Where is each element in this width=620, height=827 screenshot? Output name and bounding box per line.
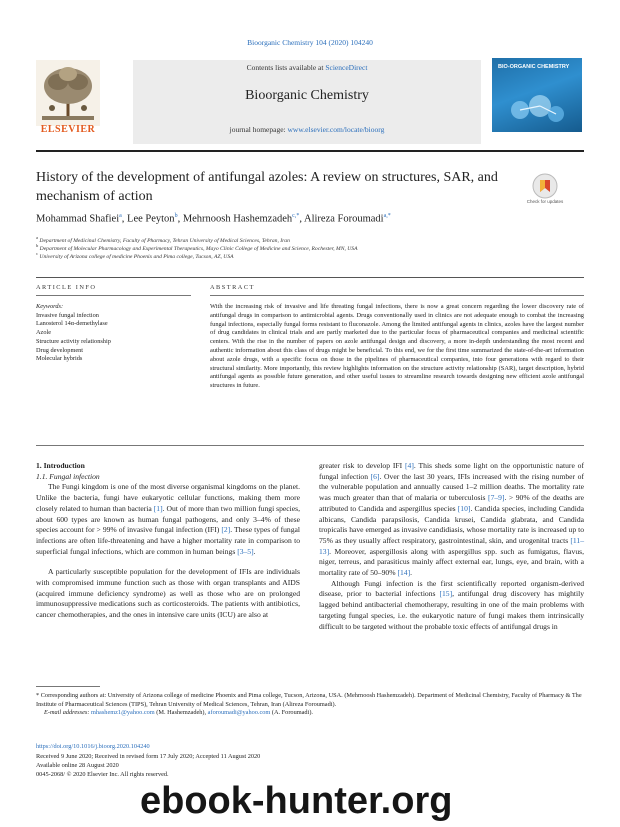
body-paragraph: A particularly susceptible population for the development of IFIs are individuals with compromised immune function such as those with organ transplants and AIDS (acquired immune deficiency syndrome) as well as those who are on prolonged immunosuppressive medications such as corticosteroids. The patients with antibiotics, cancer chemotherapies, and the ones in intensive care units (ICU) are also at <box>36 567 300 620</box>
contents-prefix: Contents lists available at <box>246 63 324 72</box>
available-online: Available online 28 August 2020 <box>36 762 119 769</box>
keywords-heading: Keywords: <box>36 303 64 310</box>
citation-link[interactable]: [4] <box>405 461 414 470</box>
corresponding-footnote <box>36 692 584 718</box>
email-line: E-mail addresses: mhashemz1@yahoo.com (M. Hashemzadeh), aforoumadi@yahoo.com (A. Foroumadi). <box>44 709 313 716</box>
doi-link[interactable]: https://doi.org/10.1016/j.bioorg.2020.104240 <box>36 743 150 750</box>
body-left-column <box>36 461 300 621</box>
keyword-item: Invasive fungal infection <box>36 311 99 319</box>
keyword-item: Lanosterol 14α-demethylase <box>36 320 108 328</box>
author-affil-mark[interactable]: c,* <box>292 213 300 219</box>
citation-link[interactable]: [11–13] <box>319 535 584 556</box>
footnote-rule <box>36 686 100 687</box>
author-name[interactable]: Mohammad Shafiei <box>36 213 120 225</box>
email-prefix: E-mail addresses: <box>44 709 90 716</box>
section-heading: 1. Introduction <box>36 461 85 470</box>
watermark-text: ebook-hunter.org <box>140 780 453 822</box>
body-paragraph: Although Fungi infection is the first scientifically reported organism-derived disease, prior to bacterial infections [15], antifungal drug discovery has mightily lagged behind antibacterial chemotherapy, resulting in one of the main problems with targeting fungal species, i.e. the eukaryotic nature of fungi makes them intrinsically difficult to be targeted without the probable toxic effects of antifungal drugs in <box>319 578 584 631</box>
affiliation-mark: a <box>36 235 38 240</box>
article-info-label: ARTICLE INFO <box>36 284 97 291</box>
crossmark-label: Check for updates <box>526 199 564 204</box>
affiliation-text: Department of Medicinal Chemistry, Faculty of Pharmacy, Tehran University of Medical Sciences, Tehran, Iran <box>39 237 290 244</box>
elsevier-tree-logo <box>36 60 100 126</box>
citation-link[interactable]: [3–5] <box>237 546 254 556</box>
abstract-end-rule <box>36 445 584 446</box>
affiliation-mark: c <box>36 251 38 256</box>
keyword-item: Structure activity relationship <box>36 337 111 345</box>
journal-citation[interactable]: Bioorganic Chemistry 104 (2020) 104240 <box>247 38 373 47</box>
email-link[interactable]: aforoumadi@yahoo.com <box>207 709 271 716</box>
abstract-label: ABSTRACT <box>210 284 255 291</box>
affiliation <box>36 250 584 261</box>
author-name[interactable]: Lee Peyton <box>127 213 175 225</box>
copyright: 0045-2068/ © 2020 Elsevier Inc. All rights reserved. <box>36 771 169 778</box>
email-link[interactable]: mhashemz1@yahoo.com <box>91 709 155 716</box>
body-right-column <box>319 461 584 632</box>
header-rule <box>36 150 584 152</box>
article-info-rule <box>36 295 191 296</box>
journal-name: Bioorganic Chemistry <box>245 88 369 103</box>
citation-link[interactable]: [6] <box>370 471 380 481</box>
citation-link[interactable]: [14] <box>397 568 411 578</box>
keywords-block <box>36 303 196 364</box>
author-list: Mohammad Shafiei$^a$, Lee Peyton$^b$, Mehrnoosh Hashemzadeh$^{c,*}$, Alireza Foroumadi$^{a,*}$ <box>36 213 391 225</box>
homepage-line <box>133 125 481 134</box>
journal-cover[interactable] <box>492 58 582 132</box>
publisher-name: ELSEVIER <box>40 124 96 135</box>
affiliation-text: University of Arizona college of medicine Phoenix and Pima college, Tucson, AZ, USA <box>39 253 234 260</box>
keyword-item: Molecular hybrids <box>36 355 83 363</box>
body-paragraph: greater risk to develop IFI [4]. This sheds some light on the opportunistic nature of fungal infection [6]. Over the last 30 years, IFIs increased with the rising number of the vulnerable population and annually caused 1–2 million deaths. The mortality rate was much greater than that of malaria or tuberculosis [7–9]. > 90% of the deaths are attributed to Candida and aspergillus species [10]. Candida species, including Candida albicans, Candida parapsilosis, Candida krusei, Candida glabrata, and Candida tropicalis have emerged as invasive candidiasis, whose mortality rate is increased up to 75% as they usually affect respiratory, gastrointestinal, skin, and urogenital tracts [11–13]. Moreover, aspergillosis along with aspergillus spp. such as fumigatus, flavus, niger, terreus, and parasiticus mainly affect external ear, lungs, eye, and brain, with a mortality rate of 50–90% [14]. <box>319 461 585 578</box>
citation-link[interactable]: [2] <box>221 525 231 535</box>
sciencedirect-link[interactable]: ScienceDirect <box>325 63 368 72</box>
homepage-link[interactable]: www.elsevier.com/locate/bioorg <box>287 125 385 134</box>
contents-line <box>133 63 481 72</box>
author-affil-mark[interactable]: a <box>119 213 122 219</box>
footnote-text: * Corresponding authors at: University of Arizona college of medicine Phoenix and Pima college, Tucson, Arizona, USA. (Mehrnoosh Hashemzadeh). Department of Medicinal Chemistry, Faculty of Pharmacy & The Institute of Pharmaceutical Sciences (TIPS), Tehran University of Medical Sciences, Tehran, Iran (Alireza Foroumadi). <box>36 692 582 708</box>
citation-link[interactable]: [10] <box>457 503 471 513</box>
received-dates: Received 9 June 2020; Received in revised form 17 July 2020; Accepted 11 August 2020 <box>36 753 261 760</box>
article-title: History of the development of antifungal azoles: A review on structures, SAR, and mechanism of action <box>36 170 498 204</box>
body-paragraph: The Fungi kingdom is one of the most diverse organismal kingdoms on the planet. Unlike the bacteria, fungi have eukaryotic cellular functions, making them more closely related to human than bacteria [1]. Out of more than two million fungi species, about 600 types are known as human fungal pathogens, and only 3–4% of these species account for > 99% of invasive fungal infection (IFI) [2]. These types of fungal infections are often life-threatening and have a higher mortality rate in comparison to superficial fungal infections, which are common in human beings [3–5]. <box>36 482 300 556</box>
citation-link[interactable]: [1] <box>153 503 163 513</box>
author-affil-mark[interactable]: b <box>174 213 178 219</box>
affiliation-text: Department of Molecular Pharmacology and Experimental Therapeutics, Mayo Clinic College of Medicine and Science, Rochester, MN, USA <box>39 245 358 252</box>
abstract-text: With the increasing risk of invasive and life threating fungal infections, there is now a great concern regarding the lower discovery rate of antifungal drugs in comparison to antimicrobial agents. Drugs conventionally used in clinics are not adequate enough to combat the increasing fungal infections, especially fungal forms resistant to fluconazole. Among the limited antifungal agents in clinics, azoles have the largest number of drug candidates in clinical trials and are partly marketed due to the particular focus of pharmaceutical companies and medicinal scientific centers. With the rise in the number of papers on azole antifungal design and discovery, a more in-depth understanding the most recent and authentic information about this class of drugs might be beneficial. To this end, we for the first time summarized the state-of-the-art information about azole drugs, with a specific focus on those in the pipelines of pharmaceutical companies, into four generations with regard to their structural similarity. More importantly, this review highlights information on the structure activity relationship (SAR), target description, hybrid antifungal agents as possible future generation, and other useful issues to streamline research towards designing new efficient azole antifungal structures in future. <box>210 303 584 390</box>
cover-molecule-art <box>506 92 568 128</box>
citation-link[interactable]: [7–9] <box>488 493 505 503</box>
citation-link[interactable]: [15] <box>439 589 453 599</box>
keyword-item: Azole <box>36 329 52 337</box>
affiliation-mark: b <box>36 243 39 248</box>
homepage-prefix: journal homepage: <box>229 125 286 134</box>
keyword-item: Drug development <box>36 346 84 354</box>
author-affil-mark[interactable]: a,* <box>383 213 391 219</box>
author-name[interactable]: Mehrnoosh Hashemzadeh <box>182 213 293 225</box>
abstract-rule <box>210 295 584 296</box>
section-rule <box>36 277 584 278</box>
subsection-heading: 1.1. Fungal infection <box>36 471 100 481</box>
author-name[interactable]: Alireza Foroumadi <box>304 213 384 225</box>
cover-title: BIO-ORGANIC CHEMISTRY <box>498 64 570 70</box>
